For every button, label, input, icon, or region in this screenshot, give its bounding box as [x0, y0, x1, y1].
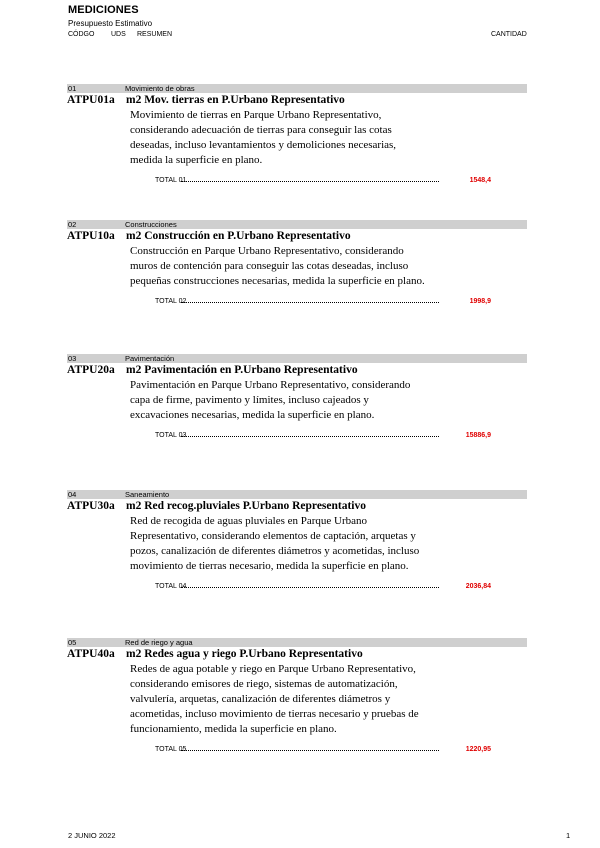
item-code: ATPU40a: [67, 648, 115, 660]
item-description: Construcción en Parque Urbano Representativo, considerando muros de contención para conseguir las cotas deseadas, incluso pequeñas construcciones necesarias, medida la superficie en plano.: [130, 245, 425, 287]
dot-leader: [181, 750, 439, 751]
column-header-uds: UDS: [111, 31, 126, 38]
page-subtitle: Presupuesto Estimativo: [68, 19, 153, 28]
total-value: 2036,84: [465, 583, 491, 590]
total-label: TOTAL 05: [155, 746, 187, 753]
chapter-title: Red de riego y agua: [125, 638, 193, 647]
chapter-04: [67, 490, 527, 595]
chapter-code: 05: [68, 638, 77, 647]
column-header-codigo: CÓDGO: [68, 31, 95, 38]
chapter-total-row: [67, 432, 527, 444]
total-value: 15886,9: [465, 432, 491, 439]
item-code: ATPU20a: [67, 364, 115, 376]
dot-leader: [181, 587, 439, 588]
column-header-cantidad: CANTIDAD: [491, 31, 527, 38]
chapter-title: Construcciones: [125, 220, 177, 229]
item-heading: [67, 647, 527, 662]
total-label: TOTAL 01: [155, 177, 187, 184]
page-title: MEDICIONES: [68, 4, 139, 16]
chapter-03: [67, 354, 527, 444]
chapter-code: 01: [68, 84, 77, 93]
footer-date: 2 JUNIO 2022: [68, 831, 116, 840]
chapter-total-row: [67, 746, 527, 758]
item-title: m2 Construcción en P.Urbano Representativo: [126, 230, 351, 242]
dot-leader: [181, 436, 439, 437]
chapter-bar: [67, 84, 527, 93]
dot-leader: [181, 302, 439, 303]
total-label: TOTAL 03: [155, 432, 187, 439]
chapter-bar: [67, 638, 527, 647]
item-description: Redes de agua potable y riego en Parque Urbano Representativo, considerando emisores de riego, sistemas de automatización, valvulería, arquetas, canalización de diferentes diámetros y acometidas, incluso movimiento de tierras necesario y pruebas de funcionamiento, medida la superficie en plano.: [130, 663, 419, 735]
chapter-code: 02: [68, 220, 77, 229]
item-code: ATPU30a: [67, 500, 115, 512]
total-value: 1548,4: [469, 177, 491, 184]
chapter-code: 03: [68, 354, 77, 363]
dot-leader: [181, 181, 439, 182]
item-title: m2 Redes agua y riego P.Urbano Representativo: [126, 648, 363, 660]
item-description: Red de recogida de aguas pluviales en Parque Urbano Representativo, considerando elementos de captación, arquetas y pozos, canalización de diferentes diámetros y acometidas, incluso movimiento de tierras necesario, medida la superficie en plano.: [130, 515, 420, 572]
chapter-title: Saneamiento: [125, 490, 170, 499]
chapter-title: Pavimentación: [125, 354, 175, 363]
total-value: 1220,95: [465, 746, 491, 753]
item-heading: [67, 363, 527, 378]
item-description: Pavimentación en Parque Urbano Representativo, considerando capa de firme, pavimento y límites, incluso cajeados y excavaciones necesarias, medida la superficie en plano.: [130, 379, 411, 421]
chapter-01: [67, 84, 527, 189]
total-value: 1998,9: [469, 298, 491, 305]
item-heading: [67, 93, 527, 108]
item-heading: [67, 229, 527, 244]
chapter-bar: [67, 490, 527, 499]
chapter-bar: [67, 220, 527, 229]
item-title: m2 Pavimentación en P.Urbano Representativo: [126, 364, 358, 376]
item-code: ATPU01a: [67, 94, 115, 106]
item-description: Movimiento de tierras en Parque Urbano Representativo, considerando adecuación de tierras para conseguir las cotas deseadas, incluso levantamientos y demoliciones necesarias, medida la superficie en plano.: [130, 109, 397, 166]
chapter-total-row: [67, 298, 527, 310]
item-heading: [67, 499, 527, 514]
total-label: TOTAL 04: [155, 583, 187, 590]
chapter-bar: [67, 354, 527, 363]
item-title: m2 Mov. tierras en P.Urbano Representativo: [126, 94, 345, 106]
item-title: m2 Red recog.pluviales P.Urbano Representativo: [126, 500, 367, 512]
chapter-total-row: [67, 177, 527, 189]
item-code: ATPU10a: [67, 230, 115, 242]
chapter-05: [67, 638, 527, 758]
chapter-title: Movimiento de obras: [125, 84, 195, 93]
chapter-total-row: [67, 583, 527, 595]
chapter-code: 04: [68, 490, 77, 499]
chapter-02: [67, 220, 527, 310]
total-label: TOTAL 02: [155, 298, 187, 305]
column-header-resumen: RESUMEN: [137, 31, 173, 38]
page-number: 1: [566, 831, 571, 840]
